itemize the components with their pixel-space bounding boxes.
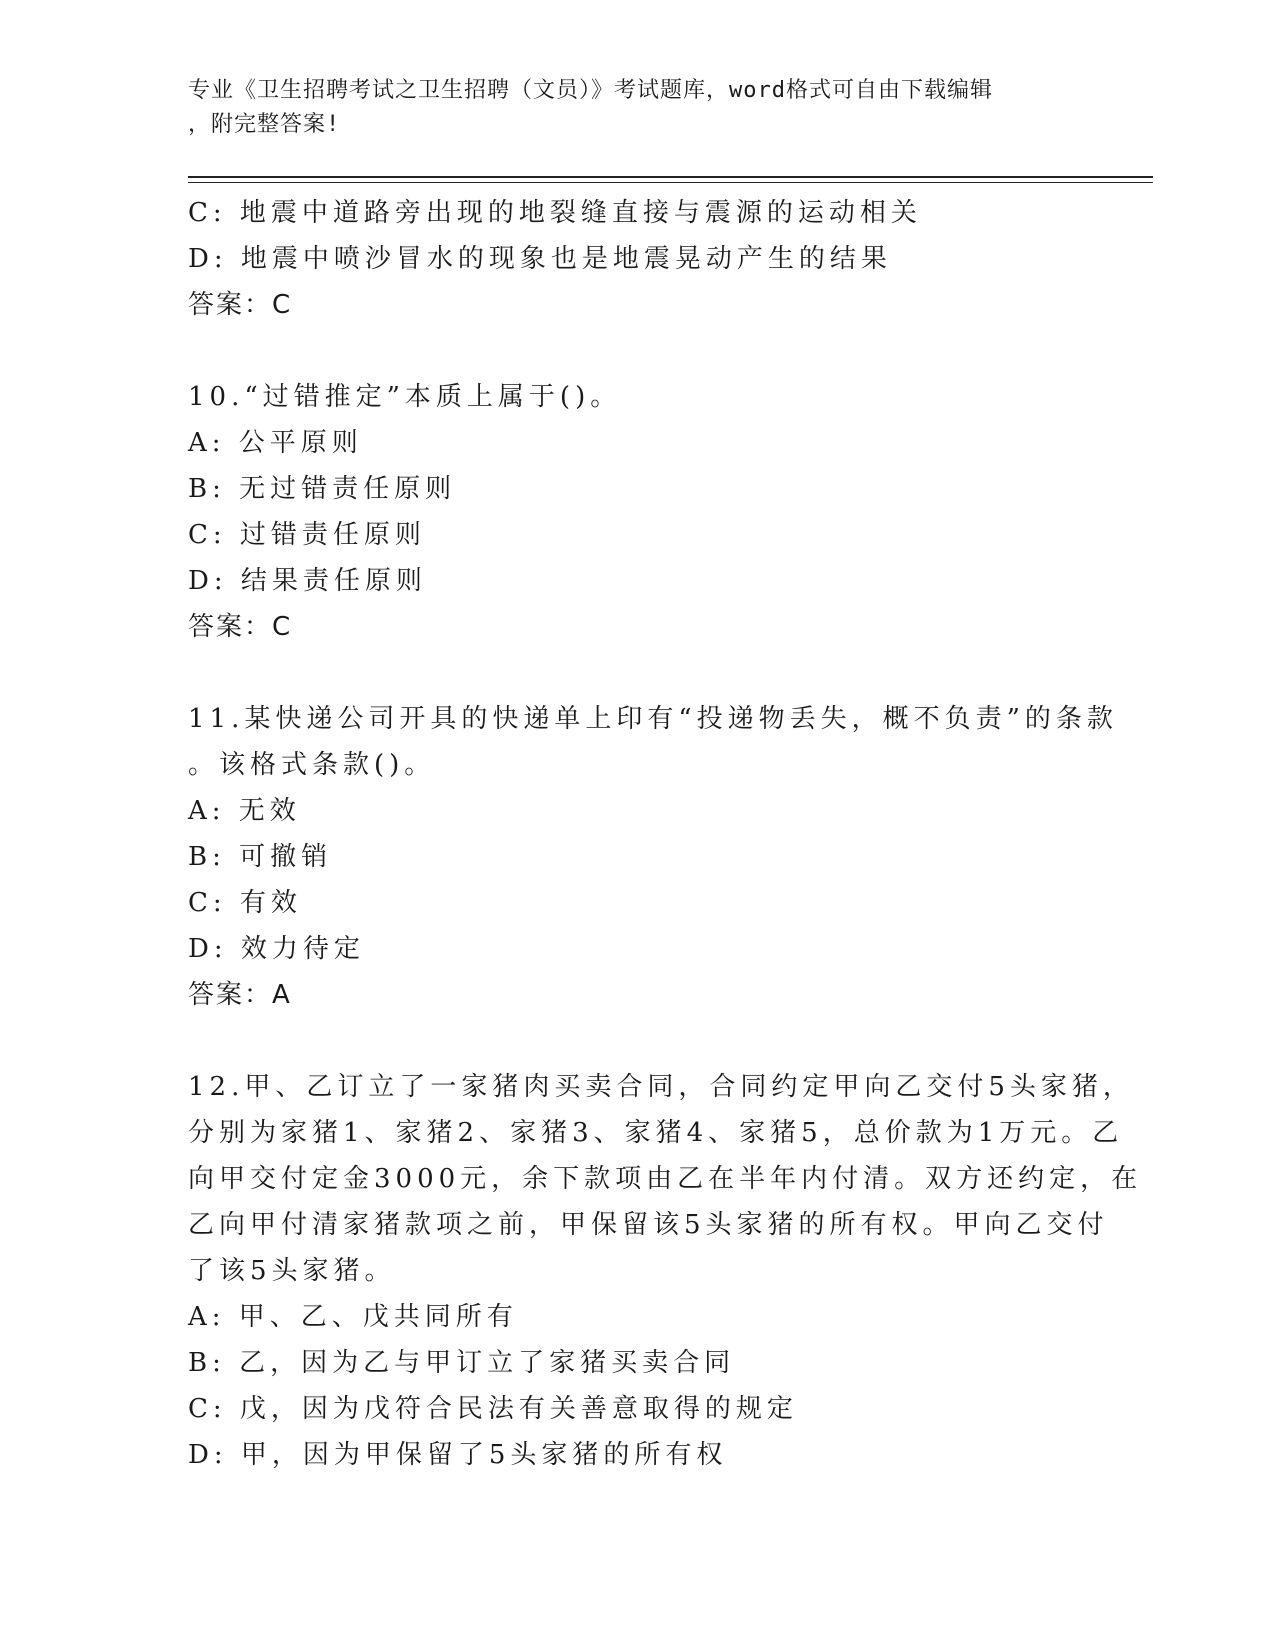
option-c: C: 有效 <box>188 888 302 918</box>
question-10 <box>188 374 1088 650</box>
question-12 <box>188 1064 1143 1478</box>
option-a: A: 公平原则 <box>188 428 363 458</box>
question-stem: 。该格式条款()。 <box>188 750 436 780</box>
option-c: C: 戊，因为戊符合民法有关善意取得的规定 <box>188 1394 798 1424</box>
continued-question <box>188 190 1088 328</box>
question-stem: 向甲交付定金3000元，余下款项由乙在半年内付清。双方还约定，在 <box>188 1164 1143 1194</box>
answer-label: 答案：C <box>188 612 293 642</box>
question-11 <box>188 696 1118 1018</box>
question-stem: 了该5头家猪。 <box>188 1256 396 1286</box>
option-d: D: 结果责任原则 <box>188 566 427 596</box>
option-b: B: 无过错责任原则 <box>188 474 457 504</box>
option-b: B: 乙，因为乙与甲订立了家猪买卖合同 <box>188 1348 736 1378</box>
answer-label: 答案：C <box>188 290 293 320</box>
question-stem: 分别为家猪1、家猪2、家猪3、家猪4、家猪5，总价款为1万元。乙 <box>188 1118 1124 1148</box>
option-d: D: 效力待定 <box>188 934 365 964</box>
question-stem: 乙向甲付清家猪款项之前，甲保留该5头家猪的所有权。甲向乙交付 <box>188 1210 1109 1240</box>
header-line-1: 专业《卫生招聘考试之卫生招聘（文员）》考试题库，word格式可自由下载编辑 <box>188 78 993 103</box>
page-header <box>188 74 1068 142</box>
option-a: A: 甲、乙、戊共同所有 <box>188 1302 518 1332</box>
header-line-2: ，附完整答案! <box>188 112 341 137</box>
option-c: C: 过错责任原则 <box>188 520 426 550</box>
document-body <box>188 190 1143 1478</box>
option-a: A: 无效 <box>188 796 301 826</box>
option-d: D: 甲，因为甲保留了5头家猪的所有权 <box>188 1440 728 1470</box>
option-b: B: 可撤销 <box>188 842 333 872</box>
question-stem: 12.甲、乙订立了一家猪肉买卖合同，合同约定甲向乙交付5头家猪， <box>188 1072 1134 1102</box>
option-d: D: 地震中喷沙冒水的现象也是地震晃动产生的结果 <box>188 244 892 274</box>
option-c: C: 地震中道路旁出现的地裂缝直接与震源的运动相关 <box>188 198 922 228</box>
question-stem: 11.某快递公司开具的快递单上印有“投递物丢失，概不负责”的条款 <box>188 704 1118 734</box>
answer-label: 答案：A <box>188 980 292 1010</box>
question-stem: 10.“过错推定”本质上属于()。 <box>188 382 622 412</box>
header-divider <box>188 176 1153 183</box>
